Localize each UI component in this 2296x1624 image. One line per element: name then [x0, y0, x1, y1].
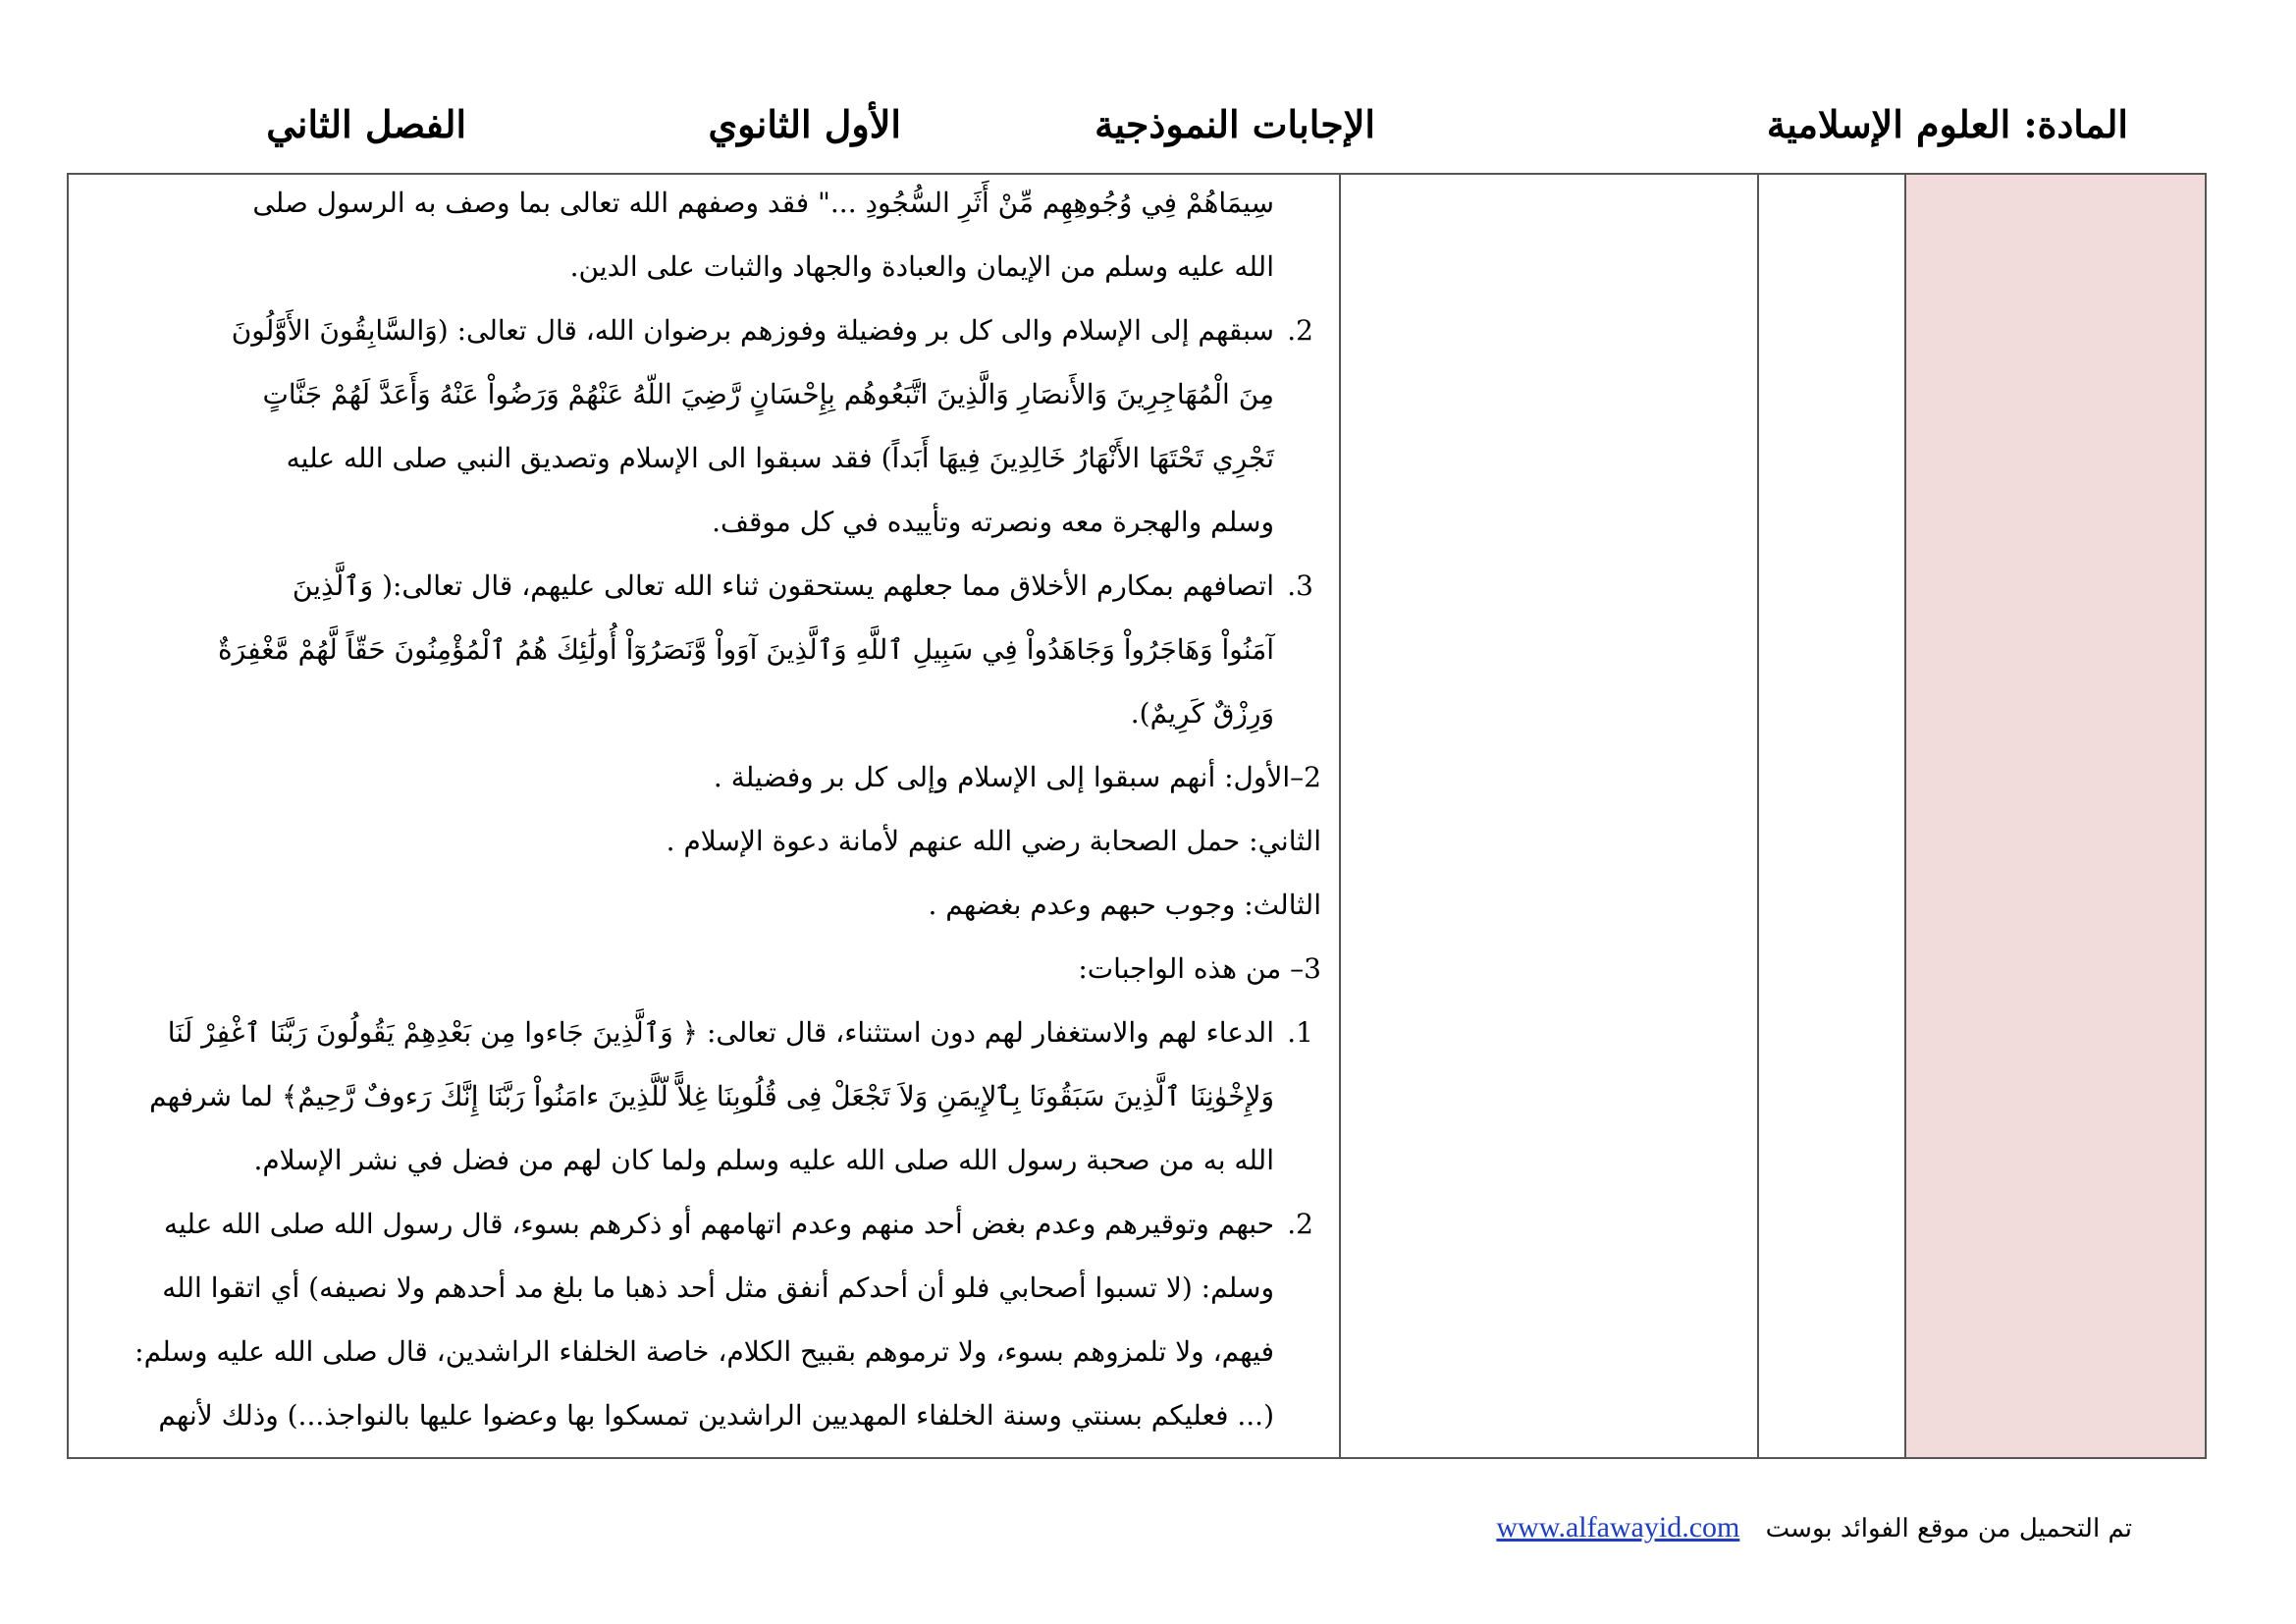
term-label: الفصل الثاني	[266, 102, 466, 146]
answer-line	[82, 298, 1321, 362]
answer-line: 2–الأول: أنهم سبقوا إلى الإسلام وإلى كل بر وفضيلة .	[713, 761, 1321, 793]
answer-line	[82, 1001, 1321, 1064]
footer-text: تم التحميل من موقع الفوائد بوست	[1765, 1514, 2132, 1543]
question-number-cell	[1905, 174, 2206, 1458]
grade-label: الأول الثانوي	[708, 102, 901, 146]
list-number: 2.	[1287, 314, 1313, 347]
marks-cell	[1758, 174, 1905, 1458]
answer-line-text: الدعاء لهم والاستغفار لهم دون استثناء، قال تعالى: ﴿ وَٱلَّذِينَ جَاءوا مِن بَعْدِهِمْ يَقُولُونَ رَبَّنَا ٱغْفِرْ لَنَا	[167, 1016, 1274, 1049]
answers-table	[67, 173, 2207, 1459]
answer-line: وسلم والهجرة معه ونصرته وتأييده في كل موقف.	[712, 506, 1274, 538]
answer-line: الله عليه وسلم من الإيمان والعبادة والجهاد والثبات على الدين.	[569, 250, 1274, 283]
answer-line-text: اتصافهم بمكارم الأخلاق مما جعلهم يستحقون ثناء الله تعالى عليهم، قال تعالى:( وَٱلَّذِينَ	[292, 569, 1274, 602]
answer-line	[82, 1192, 1321, 1256]
answer-line: سِيمَاهُمْ فِي وُجُوهِهِم مِّنْ أَثَرِ السُّجُودِ ..." فقد وصفهم الله تعالى بما وصف به الرسول صلى	[252, 187, 1274, 219]
answer-cell	[68, 174, 1340, 1458]
answer-line: 3– من هذه الواجبات:	[1078, 952, 1321, 985]
answer-line: الثاني: حمل الصحابة رضي الله عنهم لأمانة دعوة الإسلام .	[666, 825, 1321, 857]
answer-line: وَلإِخْوٰنِنَا ٱلَّذِينَ سَبَقُونَا بِٱلإِيمَنِ وَلاَ تَجْعَلْ فِى قُلُوبِنَا غِلاًّ لّلَّذِينَ ءامَنُواْ رَبَّنَا إِنَّكَ رَءوفٌ رَّحِيمٌ﴾ لما شرفهم	[149, 1080, 1274, 1112]
list-number: 3.	[1287, 569, 1313, 602]
answer-text-block	[69, 174, 1339, 1447]
answer-line: وسلم: (لا تسبوا أصحابي فلو أن أحدكم أنفق مثل أحد ذهبا ما بلغ مد أحدهم ولا نصيفه) أي اتقوا الله	[162, 1272, 1274, 1304]
answer-line: (... فعليكم بسنتي وسنة الخلفاء المهديين الراشدين تمسكوا بها وعضوا عليها بالنواجذ...) وذلك لأنهم	[158, 1399, 1274, 1432]
answer-line-text: سبقهم إلى الإسلام والى كل بر وفضيلة وفوزهم برضوان الله، قال تعالى: (وَالسَّابِقُونَ الأَوَّلُونَ	[231, 314, 1274, 347]
list-number: 1.	[1287, 1016, 1313, 1049]
page-header	[0, 90, 2296, 159]
subject-label: المادة: العلوم الإسلامية	[1766, 102, 2128, 146]
answer-line: مِنَ الْمُهَاجِرِينَ وَالأَنصَارِ وَالَّذِينَ اتَّبَعُوهُم بِإِحْسَانٍ رَّضِيَ اللّهُ عَنْهُمْ وَرَضُواْ عَنْهُ وَأَعَدَّ لَهُمْ جَنَّاتٍ	[262, 378, 1274, 410]
answer-line: وَرِزْقٌ كَرِيمٌ).	[1130, 697, 1274, 730]
notes-cell	[1340, 174, 1758, 1458]
answer-line: الثالث: وجوب حبهم وعدم بغضهم .	[928, 889, 1321, 921]
answer-line	[82, 554, 1321, 618]
answer-line-text: حبهم وتوقيرهم وعدم بغض أحد منهم وعدم اتهامهم أو ذكرهم بسوء، قال رسول الله صلى الله عليه	[163, 1208, 1274, 1240]
answer-line: آمَنُواْ وَهَاجَرُواْ وَجَاهَدُواْ فِي سَبِيلِ ٱللَّهِ وَٱلَّذِينَ آوَواْ وَّنَصَرُوٓاْ أُولَٰئِكَ هُمُ ٱلْمُؤْمِنُونَ حَقّاً لَّهُمْ مَّغْفِرَةٌ	[217, 633, 1274, 666]
answer-line: الله به من صحبة رسول الله صلى الله عليه وسلم ولما كان لهم من فضل في نشر الإسلام.	[253, 1144, 1274, 1176]
page-footer	[1496, 1508, 2132, 1548]
table-row	[68, 174, 2206, 1458]
document-title: الإجابات النموذجية	[1095, 102, 1375, 146]
list-number: 2.	[1287, 1208, 1313, 1240]
website-link[interactable]: www.alfawayid.com	[1496, 1511, 1740, 1543]
answer-line: تَجْرِي تَحْتَهَا الأَنْهَارُ خَالِدِينَ فِيهَا أَبَداً) فقد سبقوا الى الإسلام وتصديق النبي صلى الله عليه	[286, 442, 1274, 474]
answer-line: فيهم، ولا تلمزوهم بسوء، ولا ترموهم بقبيح الكلام، خاصة الخلفاء الراشدين، قال صلى الله عليه وسلم:	[134, 1335, 1274, 1368]
